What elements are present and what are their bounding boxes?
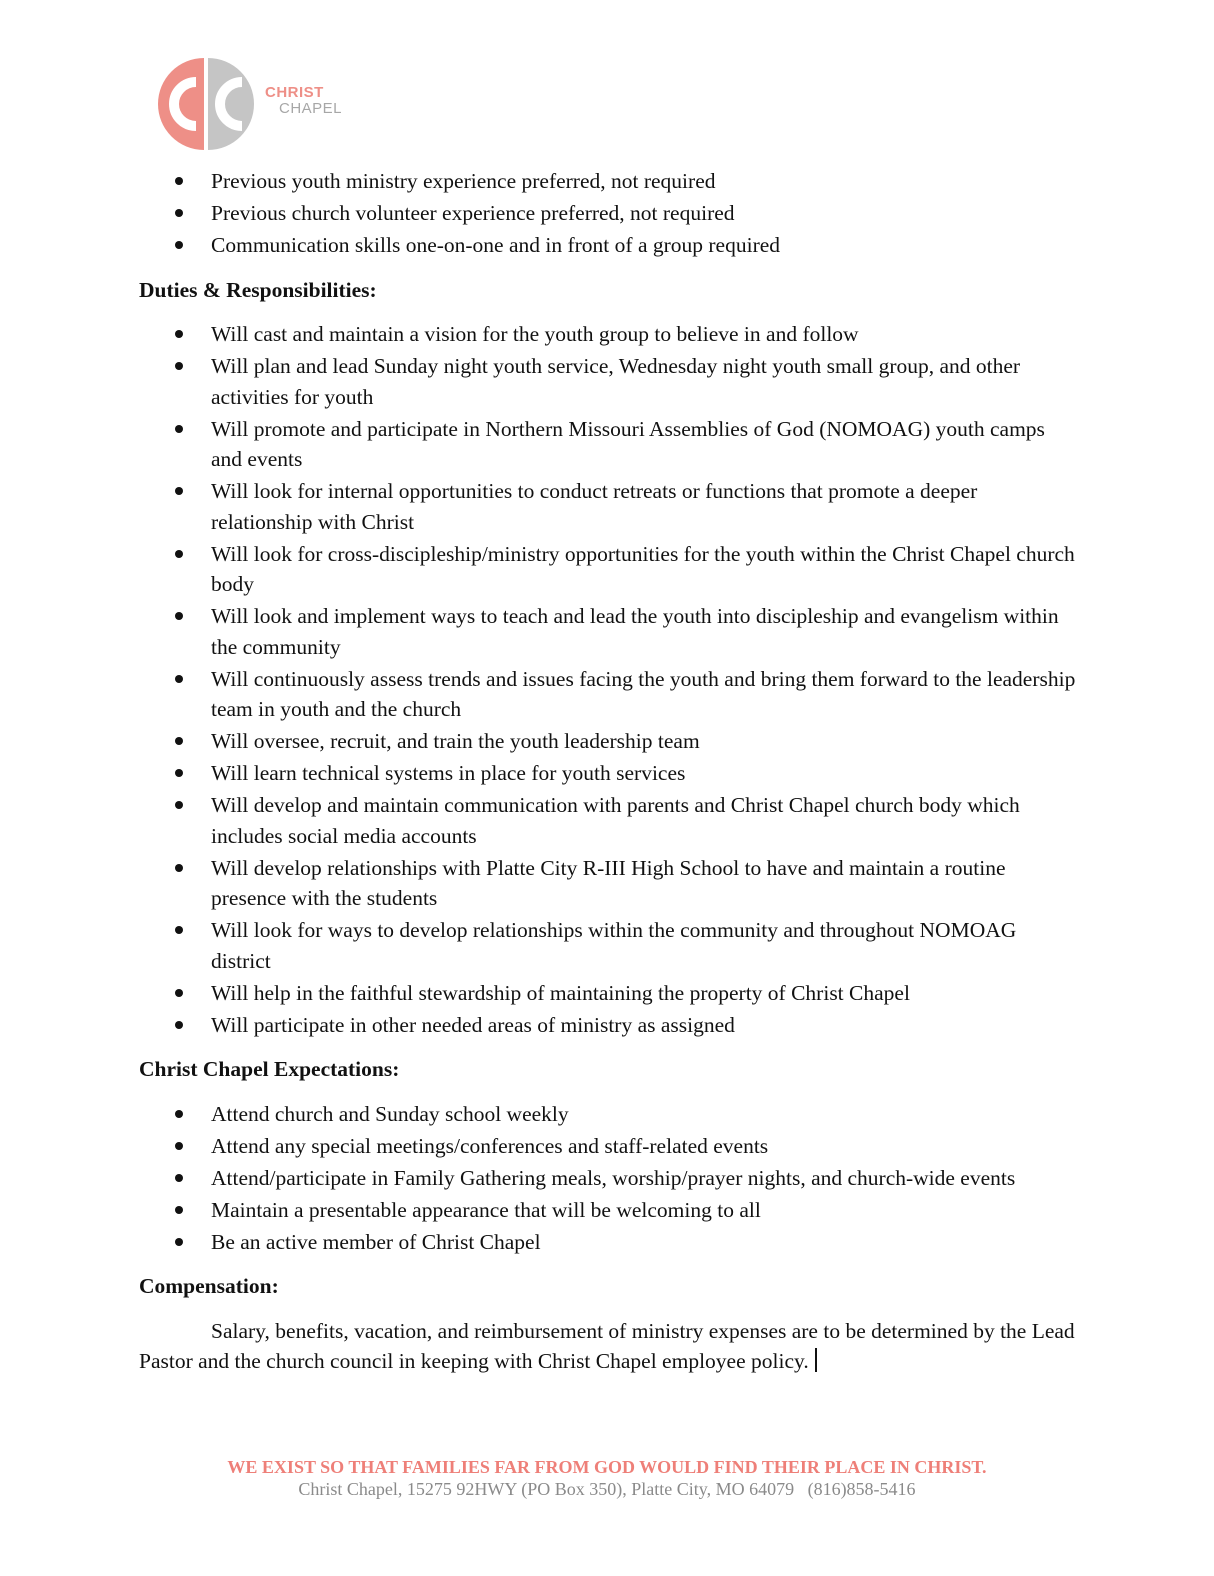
list-item — [139, 1195, 1079, 1226]
compensation-paragraph[interactable] — [139, 1316, 1079, 1377]
list-item-text: Maintain a presentable appearance that will be welcoming to all — [211, 1197, 761, 1222]
bullet-icon — [175, 177, 183, 185]
bullet-icon — [175, 926, 183, 934]
list-item — [139, 539, 1079, 600]
list-item — [139, 351, 1079, 412]
list-item-text: Will continuously assess trends and issues facing the youth and bring them forward to the leadership team in youth and the church — [211, 666, 1076, 721]
list-item-text: Will plan and lead Sunday night youth service, Wednesday night youth small group, and other activities for youth — [211, 354, 1021, 409]
list-item — [139, 790, 1079, 851]
expectations-heading: Christ Chapel Expectations: — [139, 1057, 400, 1081]
bullet-icon — [175, 989, 183, 997]
list-item-text: Will promote and participate in Northern Missouri Assemblies of God (NOMOAG) youth camps and events — [211, 416, 1045, 471]
list-item — [139, 758, 1079, 789]
bullet-icon — [175, 1238, 183, 1246]
document-body[interactable] — [139, 166, 1079, 1377]
list-item-text: Attend/participate in Family Gathering meals, worship/prayer nights, and church-wide events — [211, 1165, 1016, 1190]
duties-heading: Duties & Responsibilities: — [139, 277, 377, 302]
text-cursor — [815, 1348, 817, 1372]
list-item-text: Previous youth ministry experience preferred, not required — [211, 169, 716, 193]
footer-tagline: WE EXIST SO THAT FAMILIES FAR FROM GOD WOULD FIND THEIR PLACE IN CHRIST. — [227, 1457, 987, 1477]
footer-address: Christ Chapel, 15275 92HWY (PO Box 350), Platte City, MO 64079 (816)858-5416 — [298, 1479, 916, 1499]
list-item — [139, 1163, 1079, 1194]
list-item-text: Will develop relationships with Platte City R-III High School to have and maintain a routine presence with the students — [211, 855, 1006, 910]
compensation-heading: Compensation: — [139, 1274, 279, 1298]
bullet-icon — [175, 1206, 183, 1214]
list-item — [139, 230, 1079, 261]
list-item — [139, 166, 1079, 197]
bullet-icon — [175, 1142, 183, 1150]
list-item — [139, 601, 1079, 662]
list-item — [139, 198, 1079, 229]
list-item-text: Will learn technical systems in place for youth services — [211, 761, 686, 785]
bullet-icon — [175, 487, 183, 495]
bullet-icon — [175, 362, 183, 370]
bullet-icon — [175, 425, 183, 433]
duties-list — [139, 319, 1079, 1040]
bullet-icon — [175, 801, 183, 809]
bullet-icon — [175, 241, 183, 249]
bullet-icon — [175, 769, 183, 777]
list-item-text: Will look for cross-discipleship/ministry opportunities for the youth within the Christ Chapel church body — [211, 541, 1075, 596]
bullet-icon — [175, 675, 183, 683]
list-item-text: Will look for ways to develop relationships within the community and throughout NOMOAG district — [211, 918, 1017, 973]
list-item-text: Will participate in other needed areas of ministry as assigned — [211, 1012, 735, 1037]
list-item — [139, 1099, 1079, 1130]
list-item-text: Communication skills one-on-one and in front of a group required — [211, 233, 781, 257]
list-item-text: Will help in the faithful stewardship of maintaining the property of Christ Chapel — [211, 980, 910, 1005]
list-item-text: Will oversee, recruit, and train the youth leadership team — [211, 729, 700, 753]
list-item — [139, 726, 1079, 757]
list-item — [139, 476, 1079, 537]
list-item — [139, 414, 1079, 475]
list-item — [139, 853, 1079, 914]
list-item — [139, 1131, 1079, 1162]
bullet-icon — [175, 330, 183, 338]
list-item — [139, 1010, 1079, 1041]
list-item — [139, 664, 1079, 725]
list-item-text: Will develop and maintain communication with parents and Christ Chapel church body which includes social media accounts — [211, 793, 1020, 848]
bullet-icon — [175, 864, 183, 872]
qualifications-list — [139, 166, 1079, 261]
bullet-icon — [175, 209, 183, 217]
logo-word-chapel: CHAPEL — [279, 100, 343, 117]
expectations-list — [139, 1099, 1079, 1258]
list-item — [139, 1227, 1079, 1258]
list-item-text: Attend church and Sunday school weekly — [211, 1101, 569, 1126]
bullet-icon — [175, 612, 183, 620]
list-item-text: Will look and implement ways to teach and lead the youth into discipleship and evangelism within the community — [211, 604, 1059, 659]
page-footer — [0, 1456, 1214, 1500]
christ-chapel-logo-mark — [158, 58, 254, 150]
bullet-icon — [175, 1021, 183, 1029]
list-item — [139, 978, 1079, 1009]
compensation-text: Salary, benefits, vacation, and reimbursement of ministry expenses are to be determined by the Lead Pastor and the church council in keeping with Christ Chapel employee policy. — [139, 1318, 1075, 1373]
list-item — [139, 915, 1079, 976]
list-item-text: Be an active member of Christ Chapel — [211, 1229, 541, 1254]
list-item — [139, 319, 1079, 350]
bullet-icon — [175, 737, 183, 745]
list-item-text: Attend any special meetings/conferences and staff-related events — [211, 1133, 769, 1158]
logo-word-christ: CHRIST — [265, 84, 324, 101]
list-item-text: Previous church volunteer experience preferred, not required — [211, 201, 735, 225]
list-item-text: Will look for internal opportunities to conduct retreats or functions that promote a deeper relationship with Christ — [211, 479, 978, 534]
bullet-icon — [175, 1174, 183, 1182]
bullet-icon — [175, 1110, 183, 1118]
church-logo — [158, 58, 358, 150]
list-item-text: Will cast and maintain a vision for the youth group to believe in and follow — [211, 322, 859, 346]
bullet-icon — [175, 550, 183, 558]
